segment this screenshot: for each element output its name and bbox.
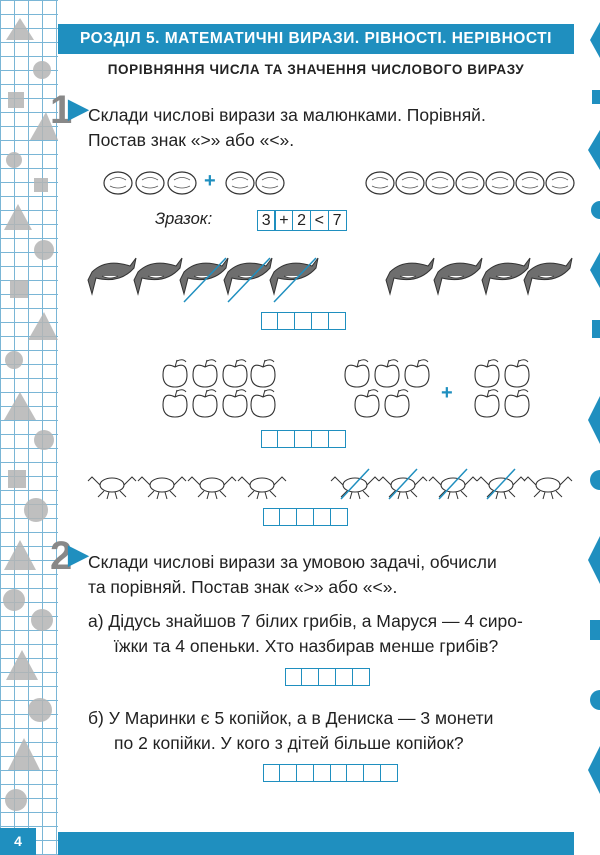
answer-cell[interactable]	[261, 312, 279, 330]
crab-icon	[429, 469, 477, 499]
footer-bar	[58, 832, 574, 855]
answer-cell[interactable]	[296, 764, 314, 782]
apples-illustration	[0, 355, 600, 425]
task-2a-line2: їжки та 4 опеньки. Хто назбирав менше грибів?	[114, 636, 499, 656]
answer-cell[interactable]	[263, 764, 281, 782]
answer-cell[interactable]	[296, 508, 314, 526]
answer-cell[interactable]	[279, 508, 297, 526]
apple-icon	[355, 390, 379, 417]
crab-icon	[188, 477, 236, 499]
answer-cell[interactable]	[380, 764, 398, 782]
answer-boxes-crabs[interactable]	[264, 508, 348, 526]
sample-cell: +	[274, 210, 293, 231]
shark-icon	[88, 258, 136, 294]
answer-boxes-task-2b[interactable]	[264, 764, 398, 782]
apple-icon	[475, 360, 499, 387]
answer-cell[interactable]	[313, 764, 331, 782]
shark-icon	[386, 258, 434, 294]
answer-cell[interactable]	[285, 668, 303, 686]
answer-cell[interactable]	[335, 668, 353, 686]
crab-icon	[524, 477, 572, 499]
section-title-bar	[58, 24, 574, 54]
answer-cell[interactable]	[279, 764, 297, 782]
lemon-icon	[136, 172, 164, 194]
page-number: 4	[0, 828, 36, 855]
answer-cell[interactable]	[330, 764, 348, 782]
crab-icon	[379, 469, 427, 499]
sample-cell: 2	[292, 210, 311, 231]
crab-icon	[477, 469, 525, 499]
task-arrow-icon: ▶	[68, 93, 89, 123]
apple-icon	[405, 360, 429, 387]
sample-cell: 3	[257, 210, 276, 231]
lesson-title: ПОРІВНЯННЯ ЧИСЛА ТА ЗНАЧЕННЯ ЧИСЛОВОГО ВИРАЗУ	[107, 62, 525, 77]
task-arrow-icon: ▶	[68, 539, 89, 569]
task-1-number-digit: 1	[50, 88, 73, 132]
crab-icon	[331, 469, 379, 499]
answer-cell[interactable]	[277, 312, 295, 330]
answer-cell[interactable]	[363, 764, 381, 782]
lemon-icon	[168, 172, 196, 194]
lemon-icon	[486, 172, 514, 194]
right-shapes-decoration	[570, 0, 600, 855]
answer-cell[interactable]	[277, 430, 295, 448]
lemon-icon	[226, 172, 254, 194]
crab-icon	[88, 477, 136, 499]
apple-icon	[251, 360, 275, 387]
apple-icon	[375, 360, 399, 387]
crab-icon	[238, 477, 286, 499]
lemon-icon	[456, 172, 484, 194]
answer-cell[interactable]	[328, 430, 346, 448]
shark-icon	[270, 258, 318, 302]
lemon-icon	[256, 172, 284, 194]
plus-sign-lemons: +	[204, 170, 216, 192]
answer-boxes-apples[interactable]	[262, 430, 346, 448]
section-title: РОЗДІЛ 5. МАТЕМАТИЧНІ ВИРАЗИ. РІВНОСТІ. НЕРІВНОСТІ	[80, 30, 552, 47]
answer-cell[interactable]	[330, 508, 348, 526]
shark-icon	[482, 258, 530, 294]
apple-icon	[193, 360, 217, 387]
answer-boxes-task-2a[interactable]	[286, 668, 370, 686]
answer-cell[interactable]	[352, 668, 370, 686]
answer-cell[interactable]	[311, 312, 329, 330]
lemon-icon	[396, 172, 424, 194]
apple-icon	[163, 360, 187, 387]
answer-cell[interactable]	[313, 508, 331, 526]
apple-icon	[251, 390, 275, 417]
task-2-number-digit: 2	[50, 534, 73, 578]
answer-cell[interactable]	[346, 764, 364, 782]
lemon-icon	[366, 172, 394, 194]
apple-icon	[163, 390, 187, 417]
shark-icon	[434, 258, 482, 294]
lemons-illustration	[0, 168, 600, 198]
crabs-illustration	[0, 465, 600, 505]
task-2-number	[50, 534, 88, 579]
apple-icon	[385, 390, 409, 417]
plus-sign-apples: +	[441, 382, 453, 404]
answer-cell[interactable]	[311, 430, 329, 448]
shark-icon	[180, 258, 228, 302]
task-2b-line1: б) У Маринки є 5 копійок, а в Дениска — 3 монети	[88, 708, 494, 728]
shark-icon	[134, 258, 182, 294]
apple-icon	[223, 360, 247, 387]
answer-cell[interactable]	[294, 312, 312, 330]
task-2b-line2: по 2 копійки. У кого з дітей більше копійок?	[114, 733, 464, 753]
apple-icon	[505, 360, 529, 387]
lemon-icon	[516, 172, 544, 194]
task-1-number	[50, 88, 88, 133]
sample-cell: 7	[328, 210, 347, 231]
lemon-icon	[104, 172, 132, 194]
task-2-instruction-line1: Склади числові вирази за умовою задачі, обчисли	[88, 552, 497, 572]
shark-icon	[524, 258, 572, 294]
apple-icon	[475, 390, 499, 417]
answer-cell[interactable]	[261, 430, 279, 448]
lemon-icon	[426, 172, 454, 194]
answer-boxes-sharks[interactable]	[262, 312, 346, 330]
apple-icon	[223, 390, 247, 417]
sharks-illustration	[0, 250, 600, 310]
answer-cell[interactable]	[301, 668, 319, 686]
right-decorative-pattern	[570, 0, 600, 855]
task-2a-line1: а) Дідусь знайшов 7 білих грибів, а Маруся — 4 сиро-	[88, 611, 523, 631]
apple-icon	[345, 360, 369, 387]
shark-icon	[224, 258, 272, 302]
task-1-instruction-line2: Постав знак «>» або «<».	[88, 130, 295, 150]
apple-icon	[505, 390, 529, 417]
sample-cell: <	[310, 210, 329, 231]
task-2-instruction-line2: та порівняй. Постав знак «>» або «<».	[88, 577, 398, 597]
answer-cell[interactable]	[294, 430, 312, 448]
sample-label: Зразок:	[155, 210, 213, 228]
answer-cell[interactable]	[328, 312, 346, 330]
crab-icon	[138, 477, 186, 499]
lemon-icon	[546, 172, 574, 194]
sample-expression	[258, 210, 347, 231]
task-1-instruction-line1: Склади числові вирази за малюнками. Порівняй.	[88, 105, 486, 125]
apple-icon	[193, 390, 217, 417]
answer-cell[interactable]	[263, 508, 281, 526]
answer-cell[interactable]	[318, 668, 336, 686]
